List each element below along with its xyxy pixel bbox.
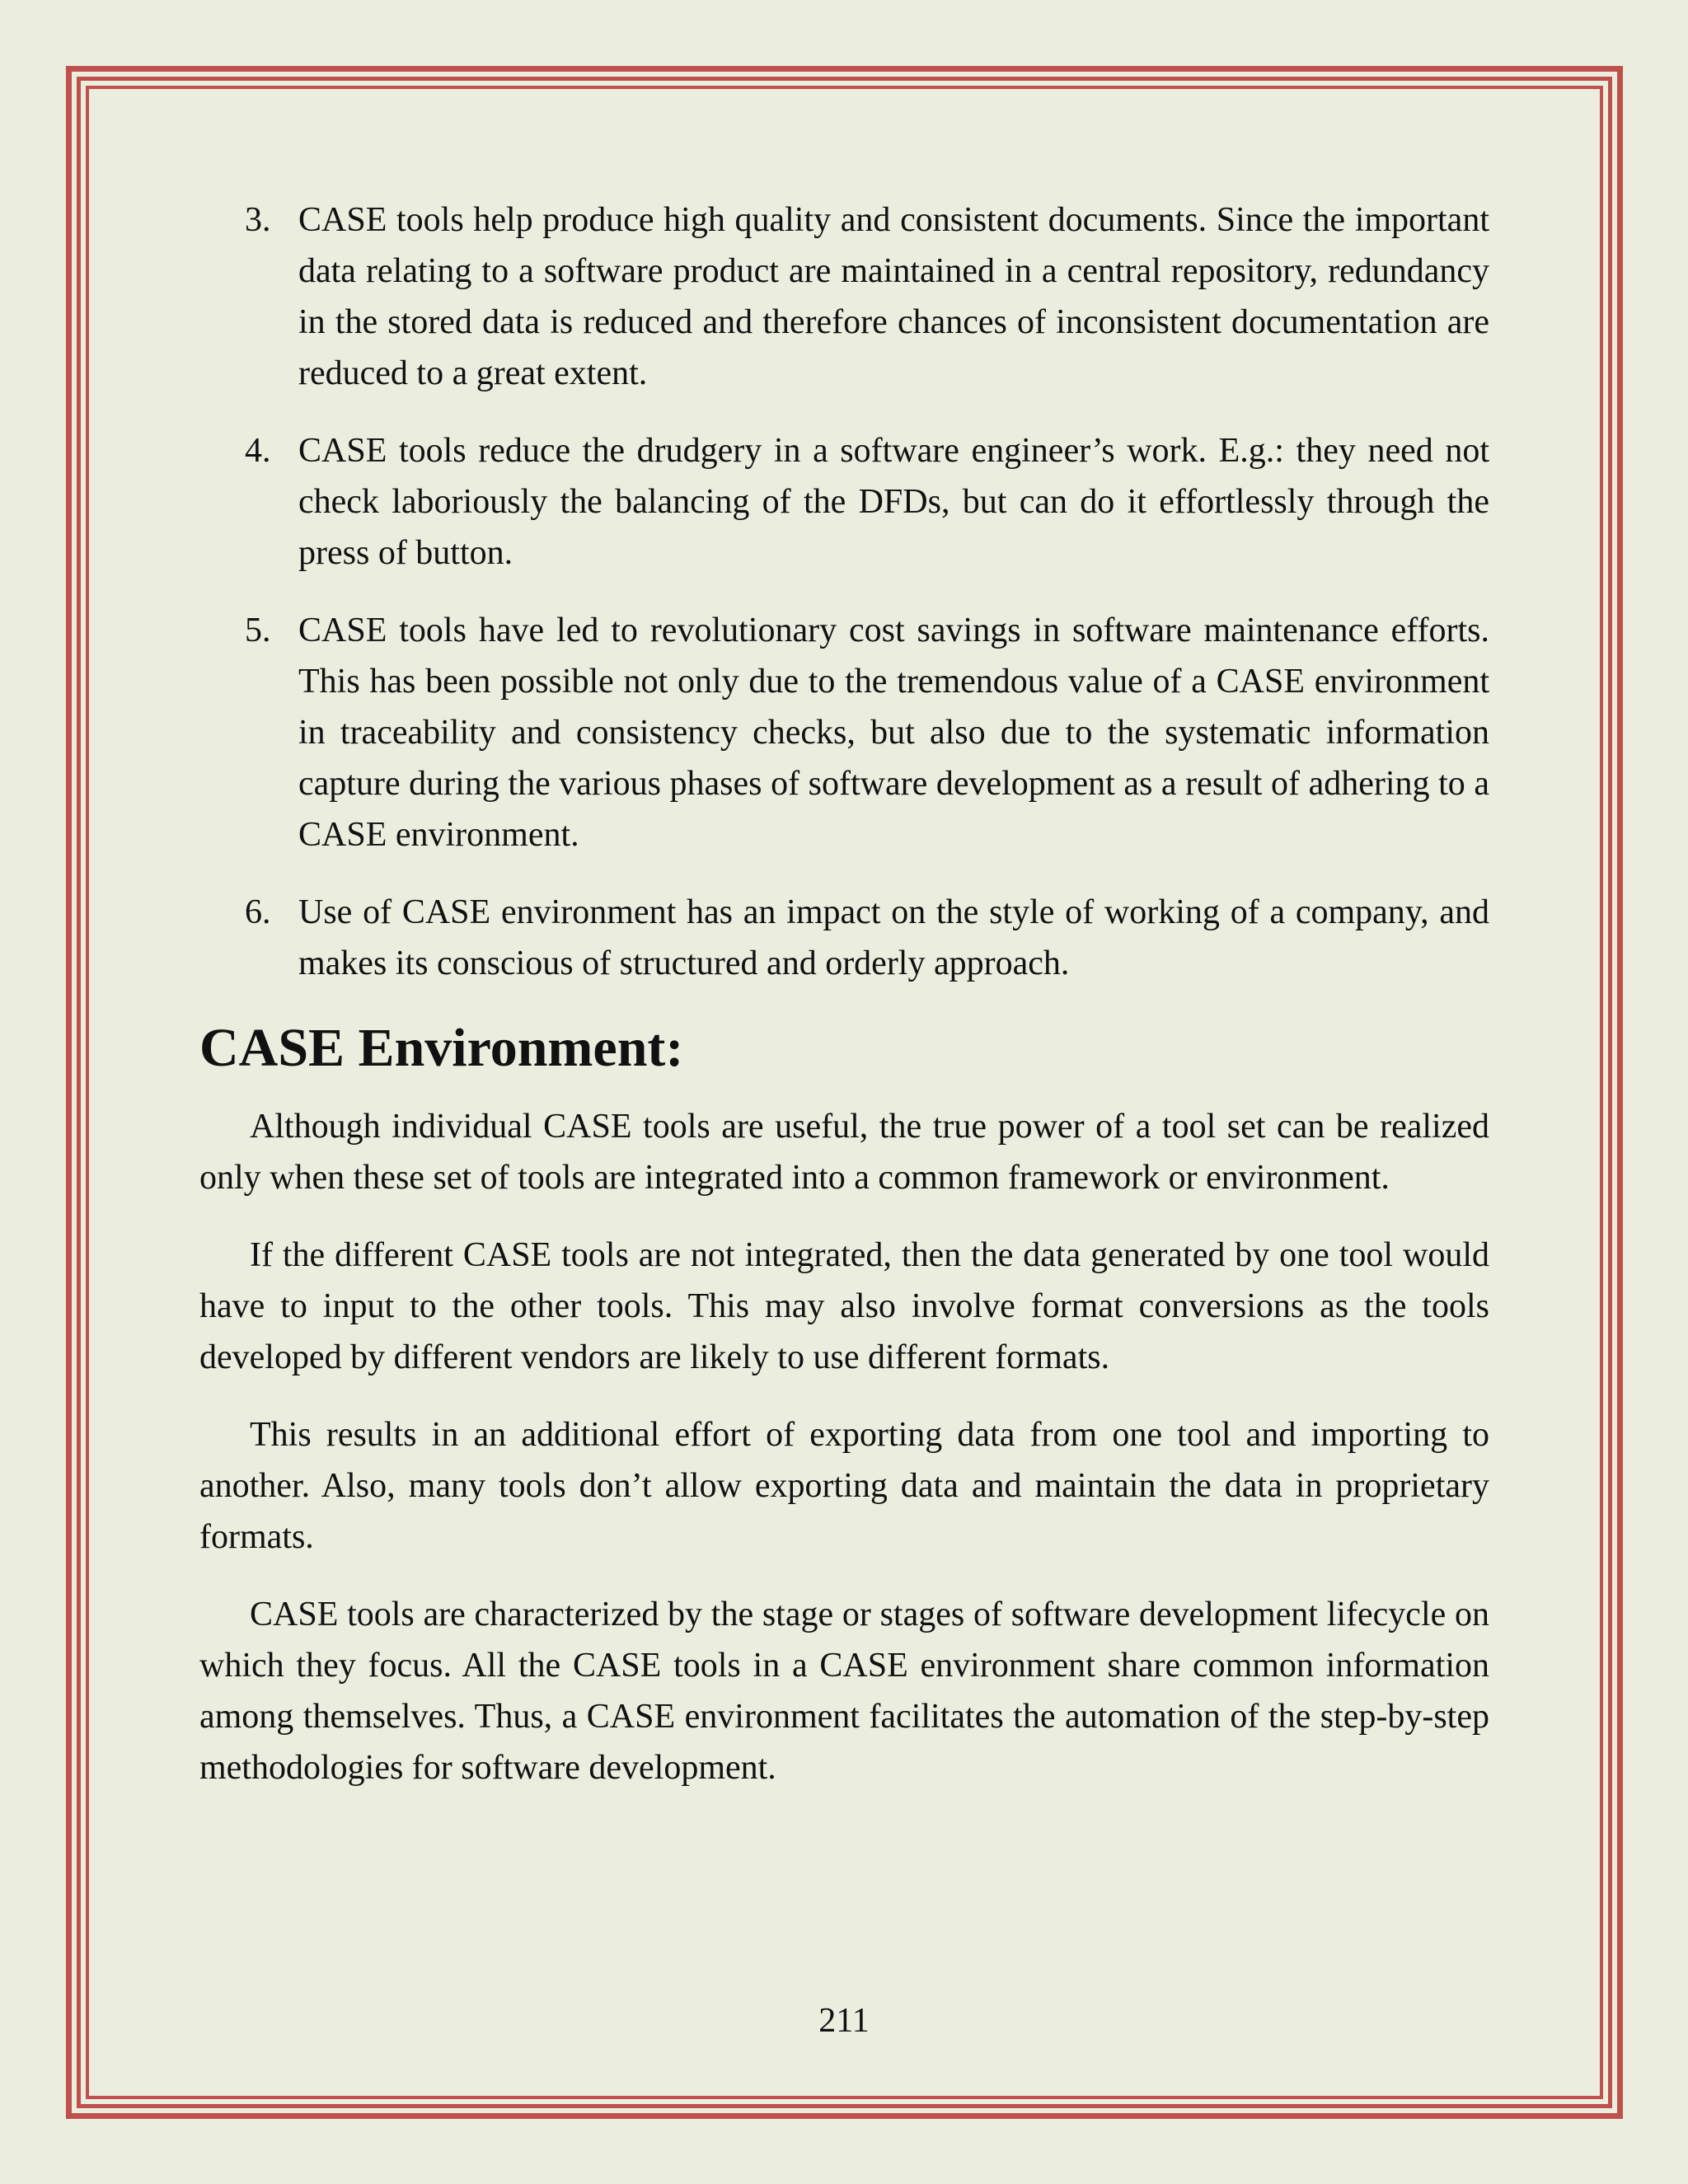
list-item [199, 425, 1489, 579]
list-item [199, 605, 1489, 860]
numbered-list [199, 194, 1489, 989]
list-item [199, 887, 1489, 989]
list-item-number: 5. [245, 612, 271, 649]
body-paragraph: Although individual CASE tools are useful, the true power of a tool set can be realized only when these set of tools are integrated into a common framework or environment. [199, 1108, 1489, 1197]
page-number: 211 [818, 2002, 870, 2040]
page-content [199, 194, 1489, 1820]
list-item [199, 194, 1489, 399]
body-paragraph: If the different CASE tools are not integrated, then the data generated by one tool would have to input to the other tools. This may also involve format conversions as the tools developed by different vendors are likely to use different formats. [199, 1236, 1489, 1376]
list-item-text: CASE tools reduce the drudgery in a software engineer’s work. E.g.: they need not check laboriously the balancing of the DFDs, but can do it effortlessly through the press of button. [298, 432, 1489, 572]
list-item-text: CASE tools have led to revolutionary cost savings in software maintenance efforts. This has been possible not only due to the tremendous value of a CASE environment in traceability and consistency checks, but also due to the systematic information capture during the various phases of software development as a result of adhering to a CASE environment. [298, 612, 1489, 854]
list-item-text: Use of CASE environment has an impact on the style of working of a company, and makes its conscious of structured and orderly approach. [298, 893, 1489, 982]
section-heading: CASE Environment: [199, 1018, 684, 1078]
list-item-number: 3. [245, 201, 271, 239]
body-paragraph: CASE tools are characterized by the stage or stages of software development lifecycle on which they focus. All the CASE tools in a CASE environment share common information among themselves. Thus, a CASE environment facilitates the automation of the step-by-step methodologies for software development. [199, 1596, 1489, 1787]
list-item-text: CASE tools help produce high quality and consistent documents. Since the important data relating to a software product are maintained in a central repository, redundancy in the stored data is reduced and therefore chances of inconsistent documentation are reduced to a great extent. [298, 201, 1489, 392]
list-item-number: 6. [245, 893, 271, 931]
body-paragraph: This results in an additional effort of exporting data from one tool and importing to another. Also, many tools don’t allow exporting data and maintain the data in proprietary formats. [199, 1416, 1489, 1556]
list-item-number: 4. [245, 432, 271, 470]
